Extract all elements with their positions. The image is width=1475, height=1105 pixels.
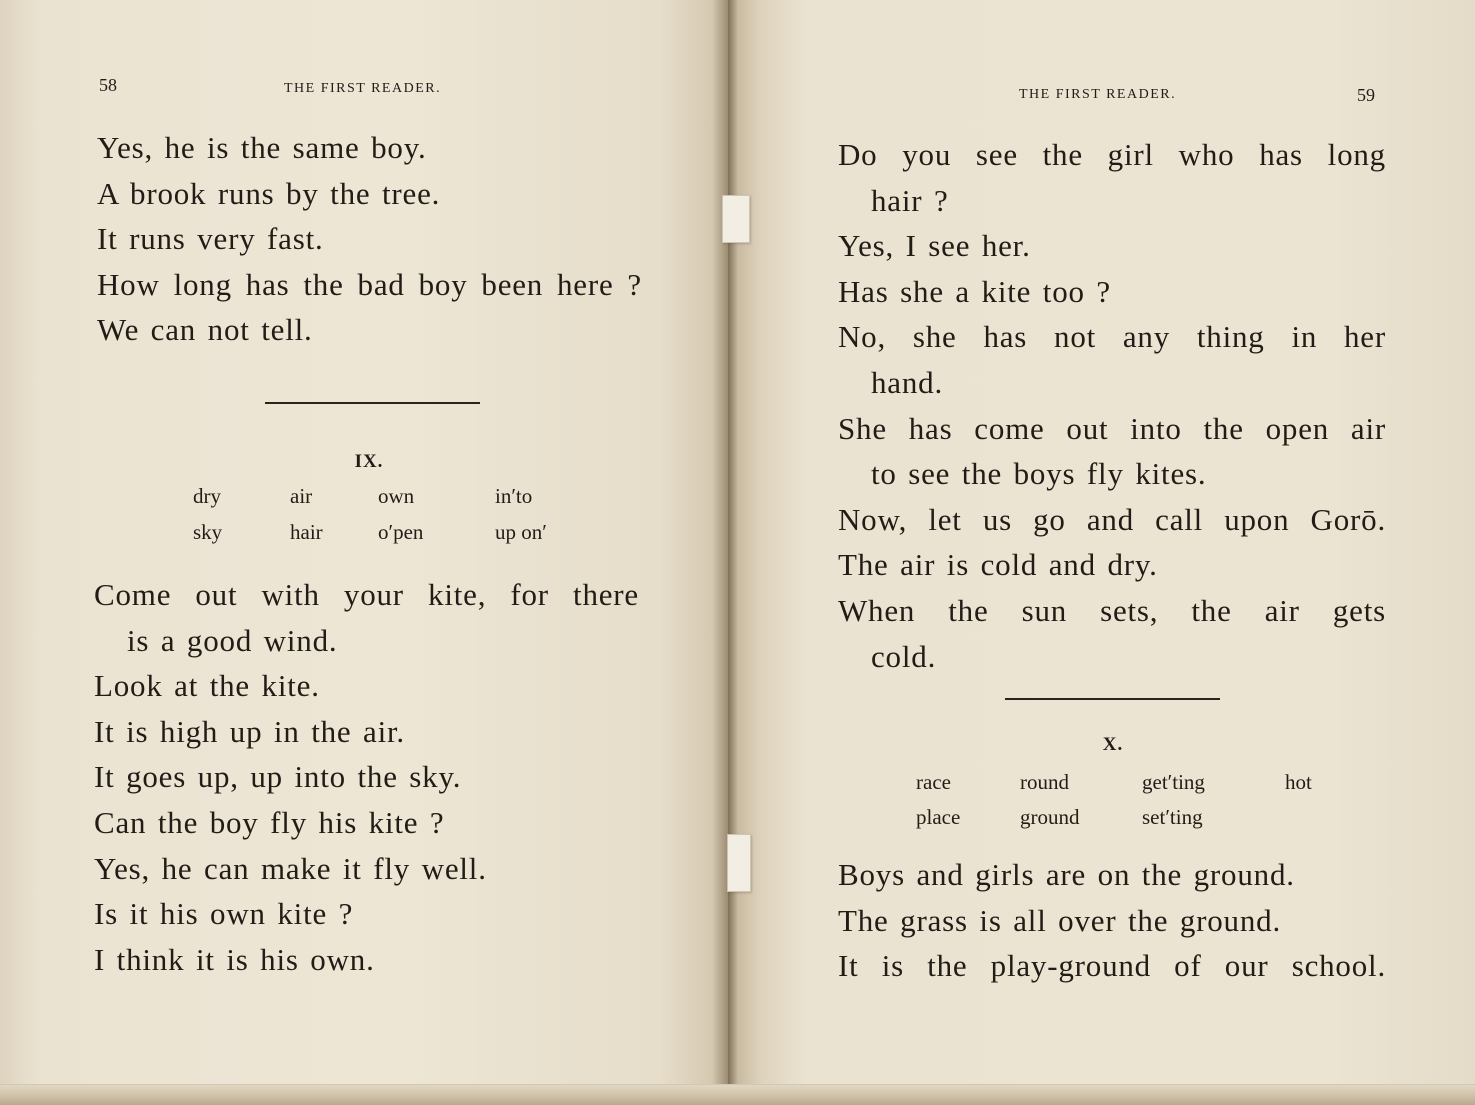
- lesson-text: [838, 852, 1386, 989]
- section-divider: [1005, 698, 1220, 700]
- vocabulary-word: dry: [193, 484, 221, 508]
- text-line: We can not tell.: [97, 312, 313, 348]
- text-line: cold.: [871, 638, 937, 674]
- running-head: THE FIRST READER.: [1019, 87, 1177, 102]
- page-bottom-edge: [0, 1084, 1475, 1105]
- text-line: Yes, he is the same boy.: [97, 130, 427, 165]
- vocabulary-word: race: [916, 770, 951, 794]
- text-line: The air is cold and dry.: [838, 547, 1158, 583]
- vocabulary-word: round: [1020, 770, 1069, 794]
- binding-tab: [722, 195, 750, 243]
- vocabulary-word: sky: [193, 520, 223, 544]
- text-line: Has she a kite too ?: [838, 273, 1111, 309]
- text-line: It is high up in the air.: [94, 713, 405, 749]
- text-line: I think it is his own.: [94, 941, 375, 977]
- text-line: Is it his own kite ?: [94, 896, 354, 932]
- vocabulary-word: o′pen: [378, 520, 424, 544]
- page-number: 58: [99, 75, 117, 95]
- text-line: Now, let us go and call upon Gorō.: [838, 501, 1386, 537]
- vocabulary-word: in′to: [495, 484, 533, 508]
- text-line: is a good wind.: [127, 622, 338, 658]
- text-line: Come out with your kite, for there: [94, 577, 639, 612]
- lesson-text: [94, 572, 639, 982]
- text-line: Look at the kite.: [94, 668, 320, 704]
- text-line: No, she has not any thing in her: [838, 319, 1386, 355]
- text-line: Boys and girls are on the ground.: [838, 857, 1295, 892]
- text-line: A brook runs by the tree.: [97, 175, 441, 211]
- running-head: THE FIRST READER.: [284, 81, 442, 96]
- vocabulary-word: hair: [290, 520, 323, 544]
- vocabulary-word: get′ting: [1142, 770, 1205, 794]
- text-line: Yes, I see her.: [838, 228, 1031, 264]
- text-line: to see the boys fly kites.: [871, 456, 1207, 492]
- text-line: How long has the bad boy been here ?: [97, 266, 642, 302]
- text-line: She has come out into the open air: [838, 410, 1386, 446]
- text-line: hand.: [871, 364, 944, 400]
- reading-text: [838, 132, 1386, 679]
- page-number: 59: [1357, 85, 1375, 105]
- text-line: Yes, he can make it fly well.: [94, 850, 487, 886]
- vocabulary-word: hot: [1285, 770, 1312, 794]
- text-line: It goes up, up into the sky.: [94, 759, 462, 795]
- lesson-number: IX.: [354, 451, 384, 472]
- section-divider: [265, 402, 480, 404]
- text-line: hair ?: [871, 182, 949, 218]
- vocabulary-word: ground: [1020, 805, 1080, 829]
- text-line: It runs very fast.: [97, 221, 324, 257]
- vocabulary-word: set′ting: [1142, 805, 1203, 829]
- text-line: It is the play-ground of our school.: [838, 948, 1386, 984]
- binding-tab: [727, 834, 751, 892]
- vocabulary-word: air: [290, 484, 313, 508]
- vocabulary-word: up on′: [495, 520, 547, 544]
- text-line: When the sun sets, the air gets: [838, 592, 1386, 628]
- lesson-number: X.: [1102, 734, 1124, 755]
- vocabulary-list: [916, 770, 1345, 840]
- reading-text: [97, 125, 642, 353]
- text-line: Do you see the girl who has long: [838, 137, 1386, 172]
- text-line: The grass is all over the ground.: [838, 902, 1281, 938]
- vocabulary-word: own: [378, 484, 415, 508]
- text-line: Can the boy fly his kite ?: [94, 804, 445, 840]
- vocabulary-list: [193, 484, 585, 556]
- vocabulary-word: place: [916, 805, 961, 829]
